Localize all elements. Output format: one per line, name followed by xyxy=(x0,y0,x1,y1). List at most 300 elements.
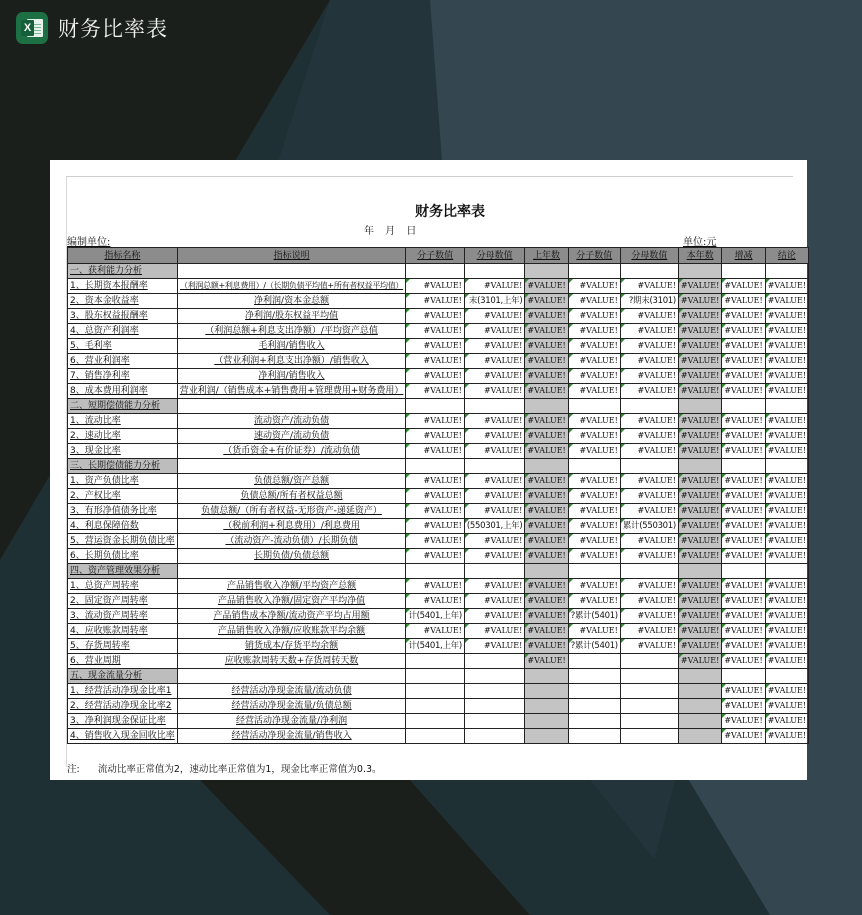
value-cell[interactable]: #VALUE! xyxy=(406,429,464,444)
value-cell[interactable]: #VALUE! xyxy=(525,504,568,519)
value-cell[interactable]: #VALUE! xyxy=(620,324,678,339)
row-name-cell[interactable]: 二、短期偿债能力分析 xyxy=(68,399,178,414)
value-cell[interactable]: #VALUE! xyxy=(678,279,721,294)
value-cell[interactable]: #VALUE! xyxy=(406,339,464,354)
value-cell[interactable] xyxy=(525,564,568,579)
value-cell[interactable]: (550301,上年) xyxy=(464,519,524,534)
value-cell[interactable] xyxy=(765,399,808,414)
value-cell[interactable]: #VALUE! xyxy=(722,609,765,624)
value-cell[interactable]: #VALUE! xyxy=(765,474,808,489)
column-header[interactable]: 指标说明 xyxy=(177,248,406,264)
value-cell[interactable]: #VALUE! xyxy=(406,279,464,294)
value-cell[interactable]: #VALUE! xyxy=(678,324,721,339)
desc-cell[interactable]: （货币资金+有价证券）/流动负债 xyxy=(177,444,406,459)
value-cell[interactable] xyxy=(722,399,765,414)
row-name-cell[interactable]: 2、速动比率 xyxy=(68,429,178,444)
value-cell[interactable]: #VALUE! xyxy=(765,729,808,744)
value-cell[interactable]: #VALUE! xyxy=(406,624,464,639)
value-cell[interactable] xyxy=(765,264,808,279)
row-name-cell[interactable]: 2、经营活动净现金比率2 xyxy=(68,699,178,714)
value-cell[interactable] xyxy=(722,459,765,474)
value-cell[interactable]: #VALUE! xyxy=(406,369,464,384)
value-cell[interactable]: #VALUE! xyxy=(568,534,620,549)
value-cell[interactable]: #VALUE! xyxy=(765,279,808,294)
value-cell[interactable]: #VALUE! xyxy=(464,369,524,384)
column-header[interactable]: 分母数值 xyxy=(464,248,524,264)
value-cell[interactable] xyxy=(722,264,765,279)
value-cell[interactable]: #VALUE! xyxy=(678,489,721,504)
value-cell[interactable]: #VALUE! xyxy=(765,519,808,534)
value-cell[interactable]: #VALUE! xyxy=(620,504,678,519)
value-cell[interactable]: #VALUE! xyxy=(722,414,765,429)
value-cell[interactable]: #VALUE! xyxy=(722,339,765,354)
desc-cell[interactable]: 经营活动净现金流量/净利润 xyxy=(177,714,406,729)
value-cell[interactable] xyxy=(620,714,678,729)
row-name-cell[interactable]: 三、长期偿债能力分析 xyxy=(68,459,178,474)
value-cell[interactable] xyxy=(464,459,524,474)
desc-cell[interactable]: 速动资产/流动负债 xyxy=(177,429,406,444)
value-cell[interactable]: #VALUE! xyxy=(620,594,678,609)
value-cell[interactable]: #VALUE! xyxy=(525,324,568,339)
value-cell[interactable]: #VALUE! xyxy=(406,534,464,549)
value-cell[interactable]: #VALUE! xyxy=(722,474,765,489)
value-cell[interactable]: ?累计(5401) xyxy=(568,609,620,624)
row-name-cell[interactable]: 1、经营活动净现金比率1 xyxy=(68,684,178,699)
value-cell[interactable]: #VALUE! xyxy=(722,654,765,669)
row-name-cell[interactable]: 6、营业周期 xyxy=(68,654,178,669)
value-cell[interactable]: #VALUE! xyxy=(722,384,765,399)
desc-cell[interactable]: （利润总额+利息支出净额）/平均资产总值 xyxy=(177,324,406,339)
value-cell[interactable] xyxy=(406,264,464,279)
value-cell[interactable] xyxy=(620,684,678,699)
value-cell[interactable]: #VALUE! xyxy=(525,534,568,549)
column-header[interactable]: 本年数 xyxy=(678,248,721,264)
value-cell[interactable]: #VALUE! xyxy=(620,384,678,399)
row-name-cell[interactable]: 3、现金比率 xyxy=(68,444,178,459)
value-cell[interactable]: #VALUE! xyxy=(568,549,620,564)
value-cell[interactable]: #VALUE! xyxy=(568,579,620,594)
value-cell[interactable]: #VALUE! xyxy=(765,699,808,714)
value-cell[interactable] xyxy=(678,714,721,729)
value-cell[interactable]: #VALUE! xyxy=(406,504,464,519)
value-cell[interactable]: #VALUE! xyxy=(722,594,765,609)
value-cell[interactable] xyxy=(568,654,620,669)
value-cell[interactable]: #VALUE! xyxy=(765,444,808,459)
value-cell[interactable]: #VALUE! xyxy=(620,369,678,384)
value-cell[interactable]: #VALUE! xyxy=(678,474,721,489)
value-cell[interactable]: #VALUE! xyxy=(406,384,464,399)
value-cell[interactable]: #VALUE! xyxy=(765,354,808,369)
value-cell[interactable] xyxy=(568,459,620,474)
value-cell[interactable]: #VALUE! xyxy=(464,279,524,294)
desc-cell[interactable]: 经营活动净现金流量/负债总额 xyxy=(177,699,406,714)
value-cell[interactable]: #VALUE! xyxy=(464,594,524,609)
desc-cell[interactable]: 应收账款周转天数+存货周转天数 xyxy=(177,654,406,669)
value-cell[interactable]: #VALUE! xyxy=(765,309,808,324)
value-cell[interactable] xyxy=(464,654,524,669)
row-name-cell[interactable]: 6、营业利润率 xyxy=(68,354,178,369)
desc-cell[interactable]: 净利润/资本金总额 xyxy=(177,294,406,309)
value-cell[interactable] xyxy=(464,714,524,729)
value-cell[interactable] xyxy=(406,684,464,699)
value-cell[interactable]: #VALUE! xyxy=(620,639,678,654)
desc-cell[interactable]: （营业利润+利息支出净额）/销售收入 xyxy=(177,354,406,369)
desc-cell[interactable]: 流动资产/流动负债 xyxy=(177,414,406,429)
value-cell[interactable]: #VALUE! xyxy=(525,279,568,294)
value-cell[interactable]: #VALUE! xyxy=(765,384,808,399)
value-cell[interactable]: #VALUE! xyxy=(722,444,765,459)
value-cell[interactable]: #VALUE! xyxy=(678,504,721,519)
value-cell[interactable]: #VALUE! xyxy=(525,624,568,639)
value-cell[interactable]: #VALUE! xyxy=(620,309,678,324)
value-cell[interactable]: #VALUE! xyxy=(568,339,620,354)
desc-cell[interactable]: 经营活动净现金流量/销售收入 xyxy=(177,729,406,744)
value-cell[interactable]: #VALUE! xyxy=(406,594,464,609)
value-cell[interactable]: #VALUE! xyxy=(525,339,568,354)
value-cell[interactable]: 计(5401,上年) xyxy=(406,609,464,624)
desc-cell[interactable] xyxy=(177,669,406,684)
value-cell[interactable]: #VALUE! xyxy=(568,489,620,504)
value-cell[interactable]: #VALUE! xyxy=(464,444,524,459)
desc-cell[interactable]: （流动资产-流动负债）/长期负债 xyxy=(177,534,406,549)
value-cell[interactable]: #VALUE! xyxy=(722,489,765,504)
value-cell[interactable] xyxy=(765,669,808,684)
row-name-cell[interactable]: 四、资产管理效果分析 xyxy=(68,564,178,579)
value-cell[interactable]: #VALUE! xyxy=(678,309,721,324)
value-cell[interactable]: #VALUE! xyxy=(406,474,464,489)
value-cell[interactable]: #VALUE! xyxy=(464,474,524,489)
value-cell[interactable]: #VALUE! xyxy=(406,324,464,339)
desc-cell[interactable] xyxy=(177,564,406,579)
value-cell[interactable] xyxy=(568,684,620,699)
value-cell[interactable]: #VALUE! xyxy=(765,639,808,654)
value-cell[interactable]: #VALUE! xyxy=(722,369,765,384)
row-name-cell[interactable]: 3、流动资产周转率 xyxy=(68,609,178,624)
value-cell[interactable]: #VALUE! xyxy=(464,339,524,354)
value-cell[interactable]: #VALUE! xyxy=(765,339,808,354)
value-cell[interactable] xyxy=(568,714,620,729)
value-cell[interactable]: #VALUE! xyxy=(678,609,721,624)
desc-cell[interactable]: （利润总额+利息费用）/（长期负债平均值+所有者权益平均值） xyxy=(177,279,406,294)
value-cell[interactable]: #VALUE! xyxy=(525,474,568,489)
value-cell[interactable]: #VALUE! xyxy=(678,429,721,444)
value-cell[interactable]: #VALUE! xyxy=(568,504,620,519)
row-name-cell[interactable]: 一、获利能力分析 xyxy=(68,264,178,279)
desc-cell[interactable]: （税前利润+利息费用）/利息费用 xyxy=(177,519,406,534)
value-cell[interactable]: #VALUE! xyxy=(722,309,765,324)
value-cell[interactable]: #VALUE! xyxy=(678,624,721,639)
value-cell[interactable] xyxy=(406,699,464,714)
value-cell[interactable]: #VALUE! xyxy=(678,354,721,369)
value-cell[interactable]: #VALUE! xyxy=(722,294,765,309)
desc-cell[interactable]: 产品销售成本净额/流动资产平均占用额 xyxy=(177,609,406,624)
value-cell[interactable] xyxy=(620,459,678,474)
value-cell[interactable]: #VALUE! xyxy=(464,534,524,549)
value-cell[interactable]: #VALUE! xyxy=(620,429,678,444)
value-cell[interactable] xyxy=(620,669,678,684)
value-cell[interactable]: #VALUE! xyxy=(568,594,620,609)
value-cell[interactable]: #VALUE! xyxy=(568,294,620,309)
value-cell[interactable]: #VALUE! xyxy=(568,429,620,444)
row-name-cell[interactable]: 4、销售收入现金回收比率 xyxy=(68,729,178,744)
value-cell[interactable] xyxy=(406,714,464,729)
value-cell[interactable]: #VALUE! xyxy=(568,519,620,534)
desc-cell[interactable]: 负债总额/（所有者权益-无形资产-递延资产） xyxy=(177,504,406,519)
desc-cell[interactable]: 长期负债/负债总额 xyxy=(177,549,406,564)
row-name-cell[interactable]: 4、应收账款周转率 xyxy=(68,624,178,639)
column-header[interactable]: 分子数值 xyxy=(568,248,620,264)
value-cell[interactable] xyxy=(525,264,568,279)
value-cell[interactable]: #VALUE! xyxy=(525,294,568,309)
value-cell[interactable]: #VALUE! xyxy=(525,369,568,384)
value-cell[interactable]: #VALUE! xyxy=(525,639,568,654)
desc-cell[interactable]: 营业利润/（销售成本+销售费用+管理费用+财务费用） xyxy=(177,384,406,399)
value-cell[interactable]: #VALUE! xyxy=(765,684,808,699)
value-cell[interactable]: #VALUE! xyxy=(464,609,524,624)
value-cell[interactable]: #VALUE! xyxy=(568,279,620,294)
value-cell[interactable]: #VALUE! xyxy=(620,549,678,564)
value-cell[interactable] xyxy=(678,399,721,414)
value-cell[interactable] xyxy=(722,564,765,579)
desc-cell[interactable]: 产品销售收入净额/应收账款平均余额 xyxy=(177,624,406,639)
value-cell[interactable]: #VALUE! xyxy=(620,444,678,459)
value-cell[interactable]: #VALUE! xyxy=(406,354,464,369)
value-cell[interactable] xyxy=(464,399,524,414)
value-cell[interactable]: 累计(550301) xyxy=(620,519,678,534)
value-cell[interactable]: #VALUE! xyxy=(464,489,524,504)
value-cell[interactable]: #VALUE! xyxy=(464,324,524,339)
value-cell[interactable]: #VALUE! xyxy=(765,369,808,384)
value-cell[interactable] xyxy=(620,699,678,714)
value-cell[interactable]: #VALUE! xyxy=(722,714,765,729)
row-name-cell[interactable]: 2、产权比率 xyxy=(68,489,178,504)
value-cell[interactable] xyxy=(678,669,721,684)
value-cell[interactable]: #VALUE! xyxy=(678,519,721,534)
row-name-cell[interactable]: 5、存货周转率 xyxy=(68,639,178,654)
value-cell[interactable] xyxy=(525,729,568,744)
row-name-cell[interactable]: 4、利息保障倍数 xyxy=(68,519,178,534)
row-name-cell[interactable]: 5、毛利率 xyxy=(68,339,178,354)
value-cell[interactable]: #VALUE! xyxy=(525,444,568,459)
value-cell[interactable] xyxy=(678,264,721,279)
value-cell[interactable] xyxy=(525,714,568,729)
value-cell[interactable]: #VALUE! xyxy=(568,624,620,639)
value-cell[interactable]: #VALUE! xyxy=(722,534,765,549)
value-cell[interactable]: #VALUE! xyxy=(765,624,808,639)
value-cell[interactable]: #VALUE! xyxy=(464,429,524,444)
value-cell[interactable]: 计(5401,上年) xyxy=(406,639,464,654)
value-cell[interactable] xyxy=(464,564,524,579)
row-name-cell[interactable]: 6、长期负债比率 xyxy=(68,549,178,564)
value-cell[interactable]: #VALUE! xyxy=(678,549,721,564)
value-cell[interactable]: #VALUE! xyxy=(722,624,765,639)
value-cell[interactable] xyxy=(620,264,678,279)
value-cell[interactable]: #VALUE! xyxy=(765,489,808,504)
value-cell[interactable]: #VALUE! xyxy=(722,279,765,294)
value-cell[interactable] xyxy=(406,564,464,579)
value-cell[interactable]: #VALUE! xyxy=(406,294,464,309)
value-cell[interactable]: #VALUE! xyxy=(525,579,568,594)
value-cell[interactable] xyxy=(678,699,721,714)
value-cell[interactable] xyxy=(722,669,765,684)
desc-cell[interactable] xyxy=(177,399,406,414)
value-cell[interactable] xyxy=(620,564,678,579)
value-cell[interactable]: #VALUE! xyxy=(678,579,721,594)
value-cell[interactable] xyxy=(525,399,568,414)
value-cell[interactable]: #VALUE! xyxy=(525,414,568,429)
value-cell[interactable]: #VALUE! xyxy=(525,309,568,324)
value-cell[interactable] xyxy=(765,564,808,579)
value-cell[interactable]: #VALUE! xyxy=(722,699,765,714)
value-cell[interactable] xyxy=(464,699,524,714)
value-cell[interactable]: #VALUE! xyxy=(722,639,765,654)
desc-cell[interactable]: 负债总额/所有者权益总额 xyxy=(177,489,406,504)
row-name-cell[interactable]: 2、资本金收益率 xyxy=(68,294,178,309)
value-cell[interactable] xyxy=(406,399,464,414)
value-cell[interactable]: #VALUE! xyxy=(568,414,620,429)
column-header[interactable]: 结论 xyxy=(765,248,808,264)
value-cell[interactable]: #VALUE! xyxy=(678,534,721,549)
value-cell[interactable]: #VALUE! xyxy=(620,354,678,369)
row-name-cell[interactable]: 1、长期资本报酬率 xyxy=(68,279,178,294)
row-name-cell[interactable]: 1、资产负债比率 xyxy=(68,474,178,489)
value-cell[interactable] xyxy=(765,459,808,474)
desc-cell[interactable]: 净利润/股东权益平均值 xyxy=(177,309,406,324)
value-cell[interactable]: #VALUE! xyxy=(406,489,464,504)
value-cell[interactable]: #VALUE! xyxy=(765,549,808,564)
value-cell[interactable]: #VALUE! xyxy=(525,384,568,399)
value-cell[interactable]: #VALUE! xyxy=(765,414,808,429)
value-cell[interactable]: #VALUE! xyxy=(765,294,808,309)
row-name-cell[interactable]: 5、营运资金长期负债比率 xyxy=(68,534,178,549)
value-cell[interactable]: #VALUE! xyxy=(765,594,808,609)
value-cell[interactable] xyxy=(525,669,568,684)
value-cell[interactable] xyxy=(464,684,524,699)
desc-cell[interactable]: 销货成本/存货平均余额 xyxy=(177,639,406,654)
value-cell[interactable] xyxy=(678,729,721,744)
row-name-cell[interactable]: 4、总资产利润率 xyxy=(68,324,178,339)
value-cell[interactable] xyxy=(464,264,524,279)
value-cell[interactable]: #VALUE! xyxy=(620,279,678,294)
value-cell[interactable]: #VALUE! xyxy=(678,339,721,354)
value-cell[interactable]: #VALUE! xyxy=(620,624,678,639)
value-cell[interactable]: ?期末(3101) xyxy=(620,294,678,309)
value-cell[interactable]: #VALUE! xyxy=(722,324,765,339)
value-cell[interactable]: #VALUE! xyxy=(765,429,808,444)
value-cell[interactable]: #VALUE! xyxy=(620,534,678,549)
column-header[interactable]: 上年数 xyxy=(525,248,568,264)
value-cell[interactable]: #VALUE! xyxy=(765,504,808,519)
value-cell[interactable]: #VALUE! xyxy=(525,654,568,669)
row-name-cell[interactable]: 8、成本费用利润率 xyxy=(68,384,178,399)
value-cell[interactable]: #VALUE! xyxy=(568,309,620,324)
desc-cell[interactable]: 产品销售收入净额/平均资产总额 xyxy=(177,579,406,594)
value-cell[interactable] xyxy=(464,669,524,684)
value-cell[interactable]: #VALUE! xyxy=(765,654,808,669)
value-cell[interactable]: #VALUE! xyxy=(765,609,808,624)
row-name-cell[interactable]: 2、固定资产周转率 xyxy=(68,594,178,609)
value-cell[interactable]: #VALUE! xyxy=(765,534,808,549)
value-cell[interactable]: #VALUE! xyxy=(722,504,765,519)
column-header[interactable]: 分母数值 xyxy=(620,248,678,264)
value-cell[interactable] xyxy=(525,699,568,714)
value-cell[interactable]: #VALUE! xyxy=(525,489,568,504)
value-cell[interactable] xyxy=(406,729,464,744)
value-cell[interactable]: #VALUE! xyxy=(464,504,524,519)
value-cell[interactable]: #VALUE! xyxy=(678,294,721,309)
value-cell[interactable] xyxy=(568,729,620,744)
value-cell[interactable]: #VALUE! xyxy=(406,414,464,429)
value-cell[interactable]: #VALUE! xyxy=(620,579,678,594)
value-cell[interactable]: #VALUE! xyxy=(722,729,765,744)
value-cell[interactable]: #VALUE! xyxy=(406,309,464,324)
value-cell[interactable]: #VALUE! xyxy=(568,324,620,339)
value-cell[interactable] xyxy=(406,459,464,474)
value-cell[interactable]: #VALUE! xyxy=(620,609,678,624)
value-cell[interactable] xyxy=(678,684,721,699)
row-name-cell[interactable]: 3、股东权益报酬率 xyxy=(68,309,178,324)
value-cell[interactable] xyxy=(464,729,524,744)
value-cell[interactable]: #VALUE! xyxy=(568,354,620,369)
value-cell[interactable]: #VALUE! xyxy=(525,354,568,369)
value-cell[interactable]: #VALUE! xyxy=(568,444,620,459)
value-cell[interactable]: #VALUE! xyxy=(678,414,721,429)
value-cell[interactable] xyxy=(568,264,620,279)
value-cell[interactable] xyxy=(678,459,721,474)
value-cell[interactable] xyxy=(406,669,464,684)
value-cell[interactable]: #VALUE! xyxy=(464,414,524,429)
value-cell[interactable]: #VALUE! xyxy=(678,369,721,384)
value-cell[interactable]: 末(3101,上年) xyxy=(464,294,524,309)
desc-cell[interactable]: 毛利润/销售收入 xyxy=(177,339,406,354)
value-cell[interactable]: #VALUE! xyxy=(464,384,524,399)
value-cell[interactable] xyxy=(568,564,620,579)
column-header[interactable]: 指标名称 xyxy=(68,248,178,264)
value-cell[interactable] xyxy=(678,564,721,579)
value-cell[interactable]: #VALUE! xyxy=(525,519,568,534)
value-cell[interactable] xyxy=(525,684,568,699)
desc-cell[interactable] xyxy=(177,459,406,474)
value-cell[interactable]: #VALUE! xyxy=(678,444,721,459)
value-cell[interactable]: #VALUE! xyxy=(722,684,765,699)
value-cell[interactable]: #VALUE! xyxy=(406,444,464,459)
desc-cell[interactable]: 净利润/销售收入 xyxy=(177,369,406,384)
row-name-cell[interactable]: 7、销售净利率 xyxy=(68,369,178,384)
desc-cell[interactable]: 产品销售收入净额/固定资产平均净值 xyxy=(177,594,406,609)
value-cell[interactable] xyxy=(568,399,620,414)
desc-cell[interactable]: 负债总额/资产总额 xyxy=(177,474,406,489)
value-cell[interactable] xyxy=(620,729,678,744)
column-header[interactable]: 增减 xyxy=(722,248,765,264)
value-cell[interactable] xyxy=(620,399,678,414)
row-name-cell[interactable]: 五、现金流量分析 xyxy=(68,669,178,684)
value-cell[interactable]: #VALUE! xyxy=(620,489,678,504)
row-name-cell[interactable]: 3、有形净值债务比率 xyxy=(68,504,178,519)
row-name-cell[interactable]: 3、净利润现金保证比率 xyxy=(68,714,178,729)
value-cell[interactable]: #VALUE! xyxy=(406,579,464,594)
value-cell[interactable] xyxy=(568,699,620,714)
value-cell[interactable]: #VALUE! xyxy=(464,624,524,639)
value-cell[interactable] xyxy=(620,654,678,669)
value-cell[interactable]: #VALUE! xyxy=(464,579,524,594)
value-cell[interactable]: #VALUE! xyxy=(406,519,464,534)
value-cell[interactable]: #VALUE! xyxy=(406,549,464,564)
value-cell[interactable]: #VALUE! xyxy=(620,339,678,354)
value-cell[interactable]: #VALUE! xyxy=(678,594,721,609)
value-cell[interactable]: #VALUE! xyxy=(678,384,721,399)
value-cell[interactable]: #VALUE! xyxy=(722,579,765,594)
value-cell[interactable]: #VALUE! xyxy=(722,354,765,369)
